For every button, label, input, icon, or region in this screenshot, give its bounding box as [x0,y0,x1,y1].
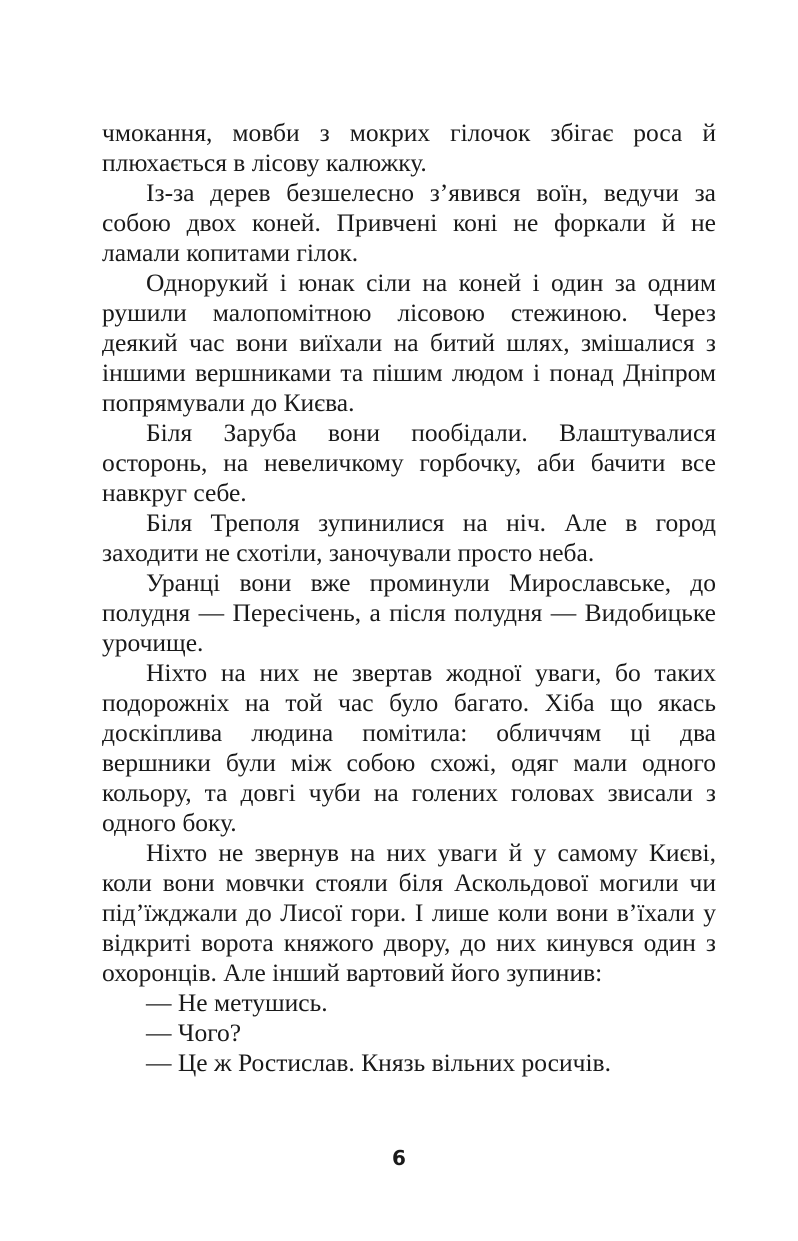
paragraph-8: Ніхто не звернув на них уваги й у самому Києві, коли вони мовчки стояли біля Аскольдової могили чи під’їжджали до Лисої гори. І лише коли вони в’їхали у відкриті ворота княжого двору, до них кинувся один з охоронців. Але інший вартовий його зупинив: [102,838,716,987]
paragraph-2: Із-за дерев безшелесно з’явився воїн, ведучи за собою двох коней. Привчені коні не форкали й не ламали копитами гілок. [102,178,716,267]
dialogue-line-3: — Це ж Ростислав. Князь вільних росичів. [146,1048,611,1077]
paragraph-6: Уранці вони вже проминули Мирославське, до полудня — Пересічень, а після полудня — Видобицьке урочище. [102,568,716,657]
paragraph-7: Ніхто на них не звертав жодної уваги, бо таких подорожніх на той час було багато. Хіба що якась доскіплива людина помітила: обличчям ці два вершники були між собою схожі, одяг мали одного кольору, та довгі чуби на голених головах звисали з одного боку. [102,658,716,837]
page-text-block [102,118,716,1078]
paragraph-1: чмокання, мовби з мокрих гілочок збігає роса й плюхається в лісову калюжку. [102,118,716,177]
paragraph-3: Однорукий і юнак сіли на коней і один за одним рушили малопомітною лісовою стежиною. Через деякий час вони виїхали на битий шлях, змішалися з іншими вершниками та пішим людом і понад Дніпром попрямували до Києва. [102,268,716,417]
dialogue-line-2: — Чого? [146,1018,242,1047]
paragraph-4: Біля Заруба вони пообідали. Влаштувалися осторонь, на невеличкому горбочку, аби бачити все навкруг себе. [102,418,716,507]
dialogue-line-1: — Не метушись. [146,988,328,1017]
page-number: 6 [392,1146,406,1170]
paragraph-5: Біля Треполя зупинилися на ніч. Але в город заходити не схотіли, заночували просто неба. [102,508,716,567]
